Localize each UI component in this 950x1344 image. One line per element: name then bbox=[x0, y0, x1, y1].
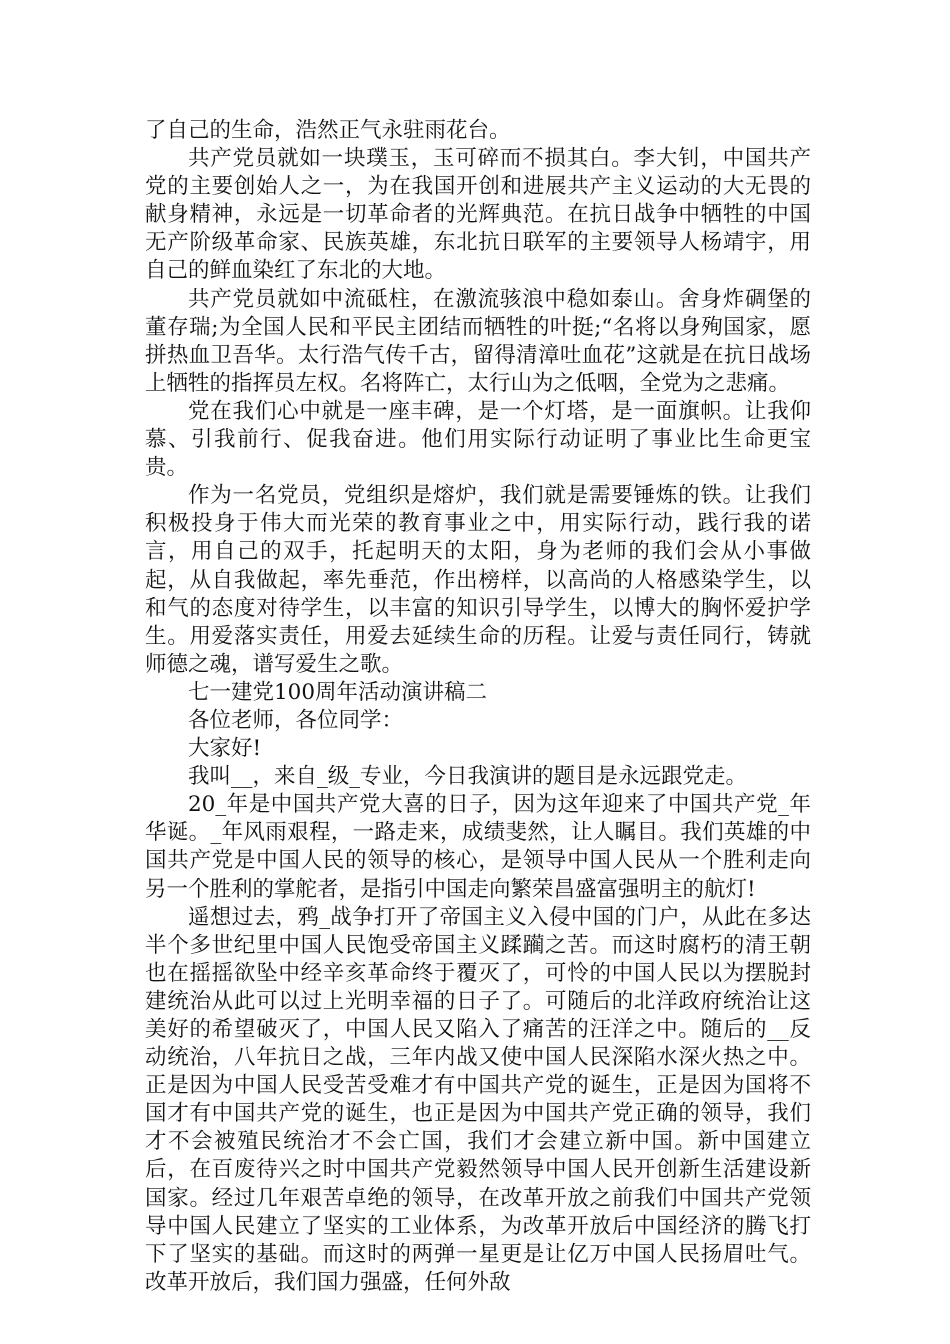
paragraph-3: 共产党员就如中流砥柱，在激流骇浪中稳如泰山。舍身炸碉堡的董存瑞;为全国人民和平民主团结而牺牲的叶挺;“名将以身殉国家，愿拼热血卫吾华。太行浩气传千古，留得清漳吐血花”这就是在抗日战场上牺牲的指挥员左权。名将阵亡，太行山为之低咽，全党为之悲痛。 bbox=[145, 286, 811, 396]
paragraph-2: 共产党员就如一块璞玉，玉可碎而不损其白。李大钊，中国共产党的主要创始人之一，为在我国开创和进展共产主义运动的大无畏的献身精神，永远是一切革命者的光辉典范。在抗日战争中牺牲的中国无产阶级革命家、民族英雄，东北抗日联军的主要领导人杨靖宇，用自己的鲜血染红了东北的大地。 bbox=[145, 146, 811, 284]
paragraph-7: 遥想过去，鸦_战争打开了帝国主义入侵中国的门户，从此在多达半个多世纪里中国人民饱受帝国主义蹂躏之苦。而这时腐朽的清王朝也在摇摇欲坠中经辛亥革命终于覆灭了，可怜的中国人民以为摆脱封建统治从此可以过上光明幸福的日子了。可随后的北洋政府统治让这美好的希望破灭了，中国人民又陷入了痛苦的汪洋之中。随后的__反动统治，八年抗日之战，三年内战又使中国人民深陷水深火热之中。正是因为中国人民受苦受难才有中国共产党的诞生，正是因为国将不国才有中国共产党的诞生，也正是因为中国共产党正确的领导，我们才不会被殖民统治才不会亡国，我们才会建立新中国。新中国建立后，在百废待兴之时中国共产党毅然领导中国人民开创新生活建设新国家。经过几年艰苦卓绝的领导，在改革开放之前我们中国共产党领导中国人民建立了坚实的工业体系，为改革开放后中国经济的腾飞打下了坚实的基础。而这时的两弹一星更是让亿万中国人民扬眉吐气。改革开放后，我们国力强盛，任何外敌 bbox=[145, 904, 811, 1295]
paragraph-4: 党在我们心中就是一座丰碑，是一个灯塔，是一面旗帜。让我仰慕、引我前行、促我奋进。他们用实际行动证明了事业比生命更宝贵。 bbox=[145, 398, 811, 481]
greeting: 大家好! bbox=[188, 736, 262, 762]
paragraph-6: 20_年是中国共产党大喜的日子，因为这年迎来了中国共产党_年华诞。_年风雨艰程，一路走来，成绩斐然，让人瞩目。我们英雄的中国共产党是中国人民的领导的核心，是领导中国人民从一个胜利走向另一个胜利的掌舵者，是指引中国走向繁荣昌盛富强明主的航灯! bbox=[145, 792, 811, 902]
salutation: 各位老师，各位同学： bbox=[188, 707, 404, 733]
paragraph-5: 作为一名党员，党组织是熔炉，我们就是需要锤炼的铁。让我们积极投身于伟大而光荣的教育事业之中，用实际行动，践行我的诺言，用自己的双手，托起明天的太阳，身为老师的我们会从小事做起，从自我做起，率先垂范，作出榜样，以高尚的人格感染学生，以和气的态度对待学生，以丰富的知识引导学生，以博大的胸怀爱护学生。用爱落实责任，用爱去延续生命的历程。让爱与责任同行，铸就师德之魂，谱写爱生之歌。 bbox=[145, 483, 811, 677]
speech-title: 七一建党100周年活动演讲稿二 bbox=[188, 679, 488, 705]
document-body bbox=[145, 117, 811, 1297]
paragraph-1: 了自己的生命，浩然正气永驻雨花台。 bbox=[145, 118, 511, 143]
paragraph-introduction: 我叫__，来自_级_专业，今日我演讲的题目是永远跟党走。 bbox=[188, 764, 748, 790]
